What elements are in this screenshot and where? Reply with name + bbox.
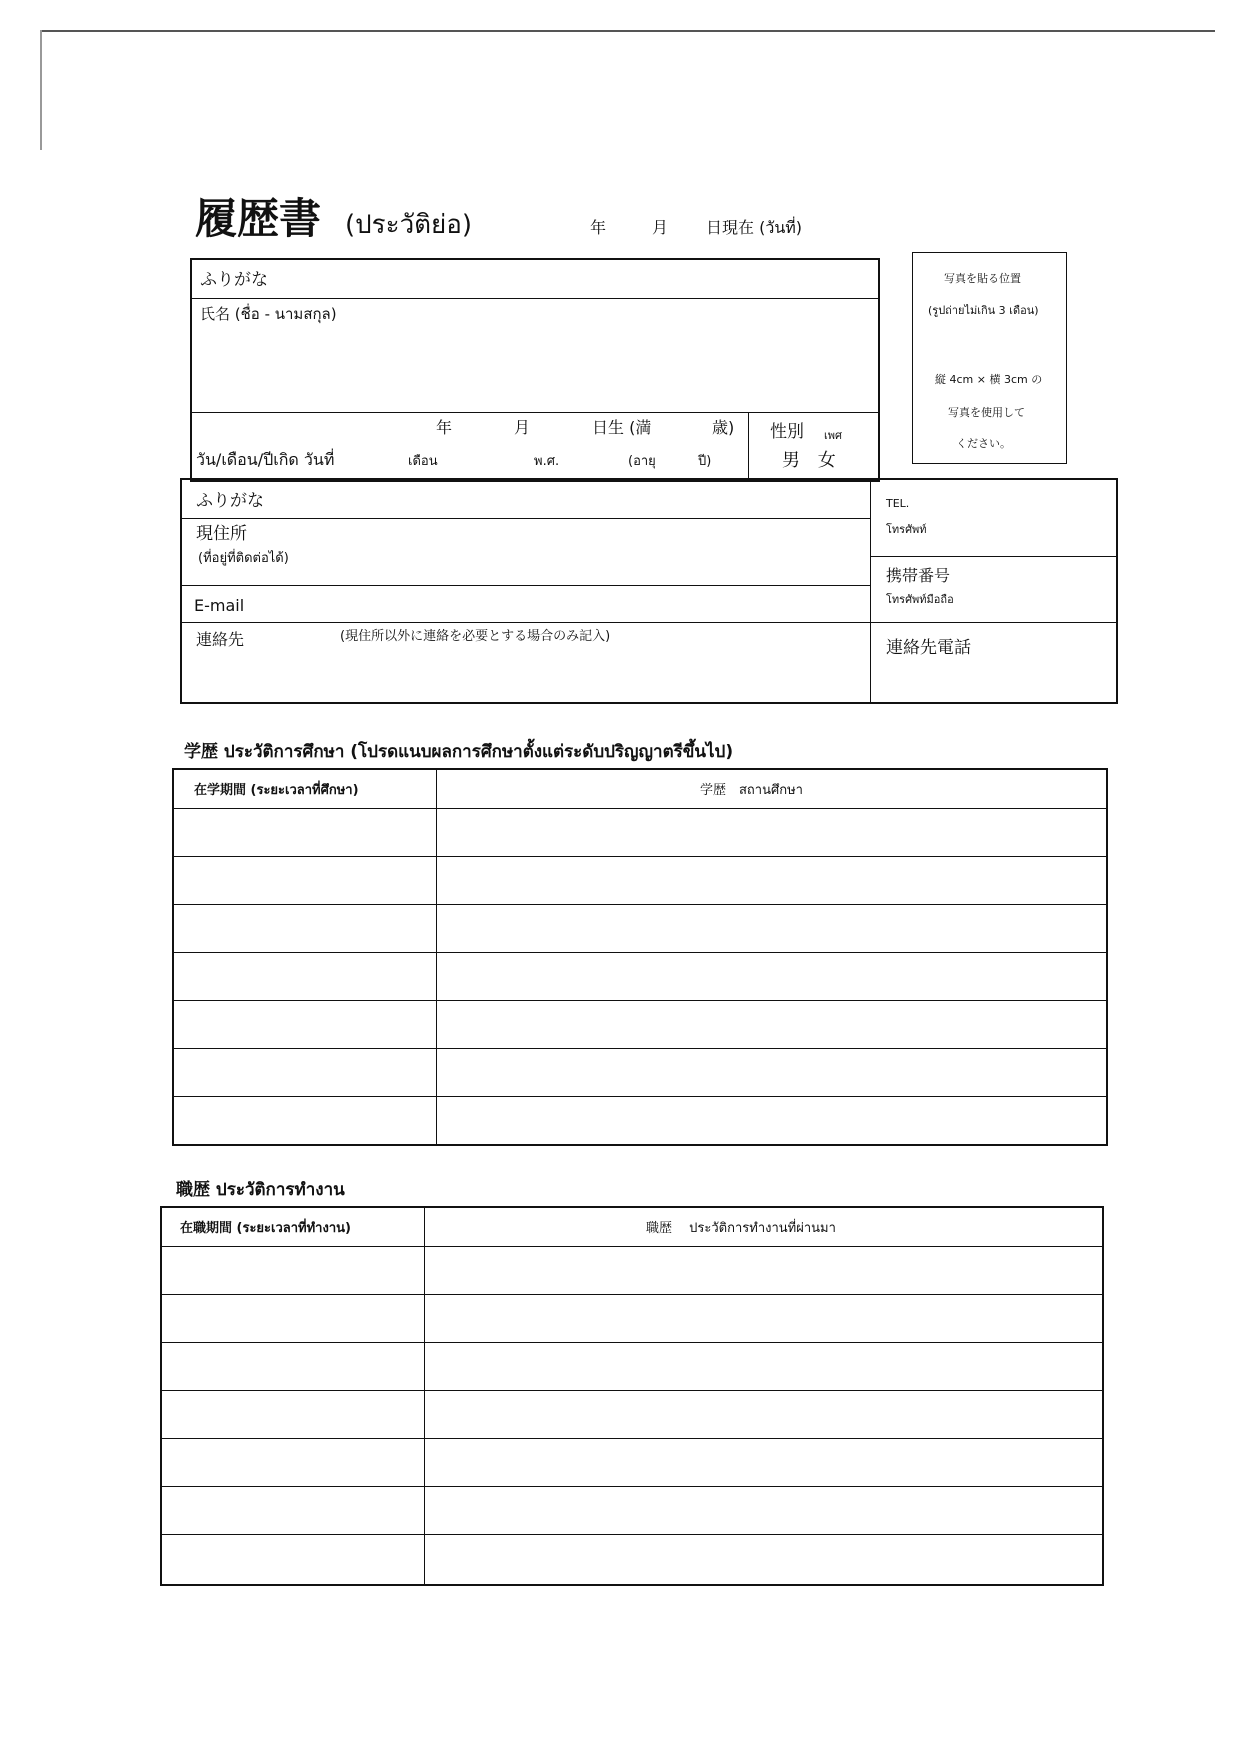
detail-cell[interactable]	[437, 953, 1108, 1000]
detail-cell[interactable]	[425, 1439, 1104, 1486]
photo-line-3: 縦 4cm × 横 3cm の	[935, 373, 1043, 386]
page-title-thai: (ประวัติย่อ)	[345, 210, 473, 240]
photo-line-5: ください。	[956, 437, 1011, 450]
detail-cell[interactable]	[425, 1247, 1104, 1294]
page-title: 履歴書	[195, 194, 322, 243]
birth-thai-month: เดือน	[408, 454, 438, 469]
detail-cell[interactable]	[437, 809, 1108, 856]
table-row	[160, 1343, 1104, 1390]
name-label: 氏名 (ชื่อ - นามสกุล)	[200, 305, 337, 323]
birth-age-label: 歳)	[712, 418, 735, 437]
detail-cell[interactable]	[425, 1391, 1104, 1438]
period-cell[interactable]	[160, 1295, 424, 1342]
period-cell[interactable]	[160, 1391, 424, 1438]
mobile-label: 携帯番号	[886, 566, 951, 585]
date-year-label: 年	[590, 218, 607, 237]
gender-options: 男 女	[782, 450, 842, 471]
email-field[interactable]	[182, 586, 868, 622]
period-cell[interactable]	[172, 905, 436, 952]
birth-thai-age: (อายุ	[628, 454, 656, 469]
detail-cell[interactable]	[425, 1295, 1104, 1342]
period-cell[interactable]	[172, 857, 436, 904]
alt-contact-note: (現住所以外に連絡を必要とする場合のみ記入)	[340, 629, 611, 644]
table-row	[172, 953, 1108, 1000]
birth-year-label: 年	[436, 418, 453, 437]
detail-cell[interactable]	[437, 905, 1108, 952]
education-section-title: 学歴 ประวัติการศึกษา (โปรดแนบผลการศึกษาตั้งแต่ระดับปริญญาตรีขึ้นไป)	[184, 742, 734, 762]
date-current-label: 日現在 (วันที่)	[706, 218, 803, 237]
alt-contact-label: 連絡先	[196, 630, 245, 649]
work-col-history: 職歴 ประวัติการทำงานที่ผ่านมา	[646, 1221, 836, 1236]
table-row	[160, 1295, 1104, 1342]
period-cell[interactable]	[172, 1049, 436, 1096]
detail-cell[interactable]	[425, 1535, 1104, 1582]
birth-day-label: 日生 (満	[592, 418, 652, 437]
scan-top-edge	[40, 30, 1215, 32]
detail-cell[interactable]	[437, 1097, 1108, 1144]
scan-left-edge	[40, 30, 42, 150]
birth-thai-year: พ.ศ.	[534, 454, 560, 469]
table-row	[160, 1439, 1104, 1486]
table-row	[160, 1247, 1104, 1294]
table-row	[172, 1001, 1108, 1048]
education-col-school: 学歴 สถานศึกษา	[700, 783, 803, 798]
period-cell[interactable]	[160, 1247, 424, 1294]
birthdate-field[interactable]	[192, 413, 747, 480]
table-row	[172, 809, 1108, 856]
name-furigana-label: ふりがな	[200, 270, 268, 290]
birth-month-label: 月	[514, 418, 531, 437]
table-row	[160, 1535, 1104, 1582]
period-cell[interactable]	[172, 953, 436, 1000]
period-cell[interactable]	[160, 1343, 424, 1390]
education-col-period: 在学期間 (ระยะเวลาที่ศึกษา)	[194, 783, 359, 798]
photo-line-4: 写真を使用して	[948, 406, 1025, 419]
address-thai-label: (ที่อยู่ที่ติดต่อได้)	[198, 551, 289, 566]
tel-field[interactable]	[872, 480, 1116, 556]
birth-thai-label: วัน/เดือน/ปีเกิด วันที่	[196, 450, 335, 469]
contact-tel-label: 連絡先電話	[886, 638, 971, 658]
address-label: 現住所	[196, 524, 247, 544]
work-col-period: 在職期間 (ระยะเวลาที่ทำงาน)	[180, 1221, 351, 1236]
period-cell[interactable]	[160, 1439, 424, 1486]
table-row	[172, 905, 1108, 952]
contact-tel-field[interactable]	[872, 623, 1116, 702]
tel-label: TEL.	[886, 497, 910, 510]
mobile-thai-label: โทรศัพท์มือถือ	[886, 593, 954, 606]
date-month-label: 月	[652, 218, 669, 237]
table-row	[172, 1097, 1108, 1144]
email-label: E-mail	[194, 596, 245, 615]
name-furigana-field[interactable]	[192, 260, 878, 298]
table-row	[160, 1391, 1104, 1438]
detail-cell[interactable]	[437, 1001, 1108, 1048]
detail-cell[interactable]	[437, 1049, 1108, 1096]
photo-line-1: 写真を貼る位置	[944, 272, 1021, 285]
address-furigana-field[interactable]	[182, 480, 868, 518]
table-row	[160, 1487, 1104, 1534]
detail-cell[interactable]	[437, 857, 1108, 904]
period-cell[interactable]	[160, 1487, 424, 1534]
tel-thai-label: โทรศัพท์	[886, 523, 927, 536]
table-row	[172, 1049, 1108, 1096]
gender-label: 性別	[770, 422, 804, 442]
detail-cell[interactable]	[425, 1343, 1104, 1390]
detail-cell[interactable]	[425, 1487, 1104, 1534]
period-cell[interactable]	[160, 1535, 424, 1582]
work-section-title: 職歴 ประวัติการทำงาน	[176, 1180, 345, 1200]
divider	[870, 478, 871, 704]
birth-thai-age-unit: ปี)	[698, 454, 712, 469]
table-row	[172, 857, 1108, 904]
gender-thai-label: เพศ	[824, 429, 842, 442]
address-furigana-label: ふりがな	[196, 491, 264, 511]
period-cell[interactable]	[172, 1097, 436, 1144]
photo-line-2: (รูปถ่ายไม่เกิน 3 เดือน)	[928, 304, 1039, 317]
period-cell[interactable]	[172, 809, 436, 856]
period-cell[interactable]	[172, 1001, 436, 1048]
